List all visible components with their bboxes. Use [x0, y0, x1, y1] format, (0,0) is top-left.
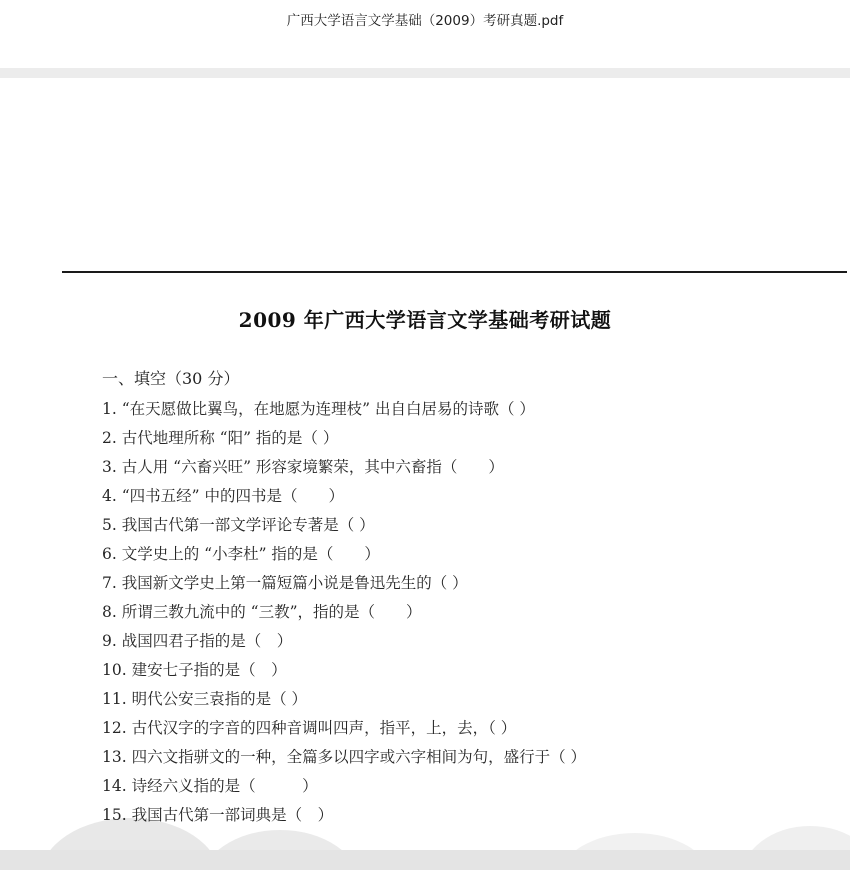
question-item: 9. 战国四君子指的是（ ）	[102, 632, 293, 650]
page-separator-top	[0, 68, 850, 78]
question-list	[102, 395, 586, 830]
title-bar	[0, 0, 850, 68]
question-item: 12. 古代汉字的字音的四种音调叫四声，指平，上，去，（ ）	[102, 719, 517, 737]
section-title: 一、填空（30 分）	[102, 369, 240, 388]
question-item: 7. 我国新文学史上第一篇短篇小说是鲁迅先生的（ ）	[102, 574, 468, 592]
document-heading: 2009 年广西大学语言文学基础考研试题	[238, 308, 612, 332]
question-item: 10. 建安七子指的是（ ）	[102, 661, 287, 679]
question-item: 13. 四六文指骈文的一种，全篇多以四字或六字相间为句，盛行于（ ）	[102, 748, 587, 766]
question-item: 6. 文学史上的 “小李杜” 指的是（ ）	[102, 545, 380, 563]
question-item: 5. 我国古代第一部文学评论专著是（ ）	[102, 516, 375, 534]
pdf-page[interactable]	[0, 78, 850, 850]
question-item: 14. 诗经六义指的是（ ）	[102, 777, 318, 795]
file-title: 广西大学语言文学基础（2009）考研真题.pdf	[286, 13, 564, 29]
question-item: 8. 所谓三教九流中的 “三教”，指的是（ ）	[102, 603, 422, 621]
question-item: 1. “在天愿做比翼鸟，在地愿为连理枝” 出自白居易的诗歌（ ）	[102, 400, 535, 418]
question-item: 2. 古代地理所称 “阳” 指的是（ ）	[102, 429, 339, 447]
question-item: 11. 明代公安三袁指的是（ ）	[102, 690, 308, 708]
page-separator-bottom	[0, 850, 850, 870]
watermark-shape	[200, 830, 360, 850]
question-item: 3. 古人用 “六畜兴旺” 形容家境繁荣，其中六畜指（ ）	[102, 458, 504, 476]
question-item: 4. “四书五经” 中的四书是（ ）	[102, 487, 344, 505]
watermark-shape	[740, 826, 850, 850]
header-rule	[62, 271, 847, 273]
question-item: 15. 我国古代第一部词典是（ ）	[102, 806, 334, 824]
watermark-shape	[560, 833, 710, 850]
